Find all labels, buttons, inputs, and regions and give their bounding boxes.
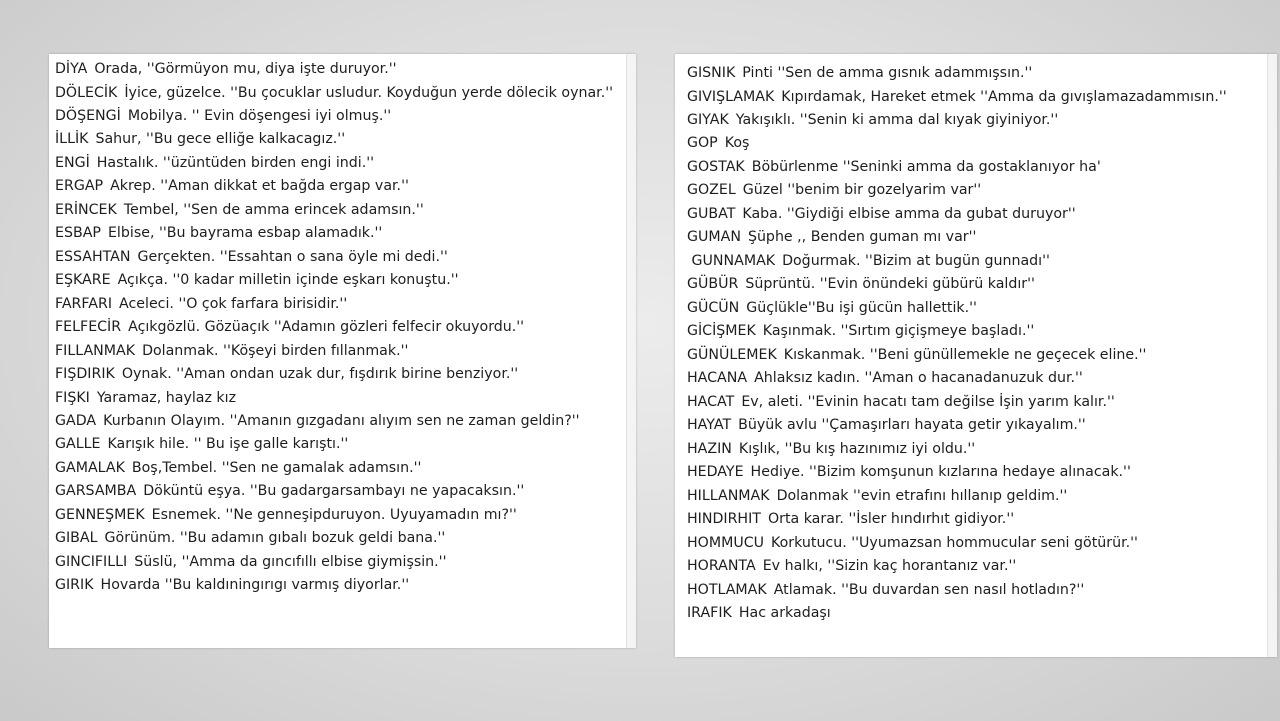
entry-word: GALLE xyxy=(55,436,101,452)
entry-word: GIYAK xyxy=(687,111,729,128)
entry-word: GIBAL xyxy=(55,530,98,546)
list-item xyxy=(687,297,1263,321)
entry-text: Açıkgözlü. Gözüaçık ''Adamın gözleri felfecir okuyordu.'' xyxy=(128,319,525,335)
list-item xyxy=(55,269,622,293)
entry-text: Kıpırdamak, Hareket etmek ''Amma da gıvışlamazadammısın.'' xyxy=(781,88,1227,105)
entry-word: GADA xyxy=(55,413,97,429)
entry-text: Aceleci. ''O çok farfara birisidir.'' xyxy=(119,295,348,312)
list-item xyxy=(687,132,1263,156)
entry-text: İyice, güzelce. ''Bu çocuklar usludur. Koyduğun yerde dölecik oynar.'' xyxy=(124,84,614,101)
list-item xyxy=(55,128,622,152)
list-item xyxy=(55,410,622,433)
entry-word: GÜBÜR xyxy=(687,276,739,292)
entry-text: Kışlık, ''Bu kış hazınımız iyi oldu.'' xyxy=(738,440,976,457)
entry-word: FIŞDIRIK xyxy=(55,366,115,382)
entry-text: Döküntü eşya. ''Bu gadargarsambayı ne yapacaksın.'' xyxy=(143,483,525,499)
entry-text: Hac arkadaşı xyxy=(738,605,831,621)
entry-text: Akrep. ''Aman dikkat et bağda ergap var.'' xyxy=(110,178,409,194)
entry-text: Elbise, ''Bu bayrama esbap alamadık.'' xyxy=(107,225,383,241)
list-item xyxy=(687,602,1263,626)
right-panel-scrollbar[interactable] xyxy=(1267,54,1277,657)
entry-text: Kaba. ''Giydiği elbise amma da gubat duruyor'' xyxy=(742,205,1076,222)
list-item xyxy=(55,293,622,317)
entry-word: ESBAP xyxy=(55,225,101,241)
entry-word: ERGAP xyxy=(55,178,104,194)
list-item xyxy=(687,250,1263,274)
left-dictionary-panel xyxy=(49,54,636,648)
entry-word: ENGİ xyxy=(55,154,90,171)
list-item xyxy=(55,387,622,411)
entry-text: Karışık hile. '' Bu işe galle karıştı.'' xyxy=(107,436,349,452)
entry-word: İLLİK xyxy=(55,131,89,147)
entry-text: Atlamak. ''Bu duvardan sen nasıl hotladın?'' xyxy=(773,581,1085,598)
entry-text: Ahlaksız kadın. ''Aman o hacanadanuzuk dur.'' xyxy=(754,370,1083,386)
left-panel-scrollbar[interactable] xyxy=(626,54,636,648)
entry-text: Yaramaz, haylaz kız xyxy=(96,389,237,406)
entry-text: Ev, aleti. ''Evinin hacatı tam değilse İşin yarım kalır.'' xyxy=(741,393,1115,410)
list-item xyxy=(687,86,1263,109)
entry-word: HOTLAMAK xyxy=(687,581,767,598)
entry-word: GUNNAMAK xyxy=(691,252,776,269)
list-item xyxy=(687,532,1263,556)
entry-text: Korkutucu. ''Uyumazsan hommucular seni götürür.'' xyxy=(771,534,1138,551)
list-item xyxy=(687,508,1263,532)
entry-word: GİCİŞMEK xyxy=(687,323,756,339)
list-item xyxy=(687,344,1263,368)
list-item xyxy=(55,457,622,481)
list-item xyxy=(687,485,1263,509)
entry-word: GÜNÜLEMEK xyxy=(687,346,777,363)
entry-text: Orta karar. ''İsler hındırhıt gidiyor.'' xyxy=(767,511,1015,527)
entry-word: GÜCÜN xyxy=(687,299,740,316)
entry-word: GOZEL xyxy=(687,182,736,198)
list-item xyxy=(55,433,622,457)
entry-text: Süslü, ''Amma da gıncıfıllı elbise giymişsin.'' xyxy=(134,553,447,570)
list-item xyxy=(687,226,1263,250)
entry-text: Doğurmak. ''Bizim at bugün gunnadı'' xyxy=(782,252,1050,269)
entry-text: Süprüntü. ''Evin önündeki gübürü kaldır'' xyxy=(745,276,1035,292)
entry-word: GISNIK xyxy=(687,65,736,81)
list-item xyxy=(55,105,622,129)
list-item xyxy=(687,438,1263,462)
entry-text: Kıskanmak. ''Beni günüllemekle ne geçecek eline.'' xyxy=(783,346,1147,363)
entry-word: GIVIŞLAMAK xyxy=(687,88,775,105)
entry-text: Koş xyxy=(724,135,750,151)
right-entry-list xyxy=(687,62,1263,626)
list-item xyxy=(687,367,1263,391)
list-item xyxy=(55,246,622,270)
list-item xyxy=(687,579,1263,603)
list-item xyxy=(687,156,1263,180)
list-item xyxy=(55,480,622,504)
entry-word: HILLANMAK xyxy=(687,487,770,504)
entry-text: Güzel ''benim bir gozelyarim var'' xyxy=(742,182,982,198)
entry-text: Oynak. ''Aman ondan uzak dur, fışdırık birine benziyor.'' xyxy=(121,366,519,382)
entry-word: FILLANMAK xyxy=(55,342,136,359)
panel-top-edge xyxy=(49,54,636,58)
list-item xyxy=(55,527,622,551)
entry-word: GOSTAK xyxy=(687,158,745,175)
entry-text: Dolanmak. ''Köşeyi birden fıllanmak.'' xyxy=(142,342,409,359)
entry-text: Boş,Tembel. ''Sen ne gamalak adamsın.'' xyxy=(131,459,422,476)
list-item xyxy=(687,62,1263,86)
list-item xyxy=(55,58,622,82)
entry-word: HORANTA xyxy=(687,558,756,574)
list-item xyxy=(55,363,622,387)
entry-text: Hovarda ''Bu kaldıningırıgı varmış diyorlar.'' xyxy=(100,577,410,593)
entry-word: HINDIRHIT xyxy=(687,511,761,527)
entry-text: Görünüm. ''Bu adamın gıbalı bozuk geldi bana.'' xyxy=(104,530,446,546)
list-item xyxy=(687,109,1263,133)
entry-text: Böbürlenme ''Seninki amma da gostaklanıyor ha' xyxy=(751,158,1101,175)
entry-word: HAZIN xyxy=(687,440,732,457)
entry-text: Güçlükle''Bu işi gücün hallettik.'' xyxy=(746,299,977,316)
list-item xyxy=(687,391,1263,415)
list-item xyxy=(55,551,622,575)
entry-text: Hastalık. ''üzüntüden birden engi indi.'' xyxy=(96,154,375,171)
entry-word: GINCIFILLI xyxy=(55,553,128,570)
entry-word: DİYA xyxy=(55,61,88,77)
entry-text: Tembel, ''Sen de amma erincek adamsın.'' xyxy=(123,201,424,218)
entry-text: Mobilya. '' Evin döşengesi iyi olmuş.'' xyxy=(127,107,392,124)
entry-word: GUBAT xyxy=(687,205,736,222)
entry-word: FELFECİR xyxy=(55,319,122,335)
entry-text: Dolanmak ''evin etrafını hıllanıp geldim.'' xyxy=(776,487,1068,504)
entry-text: Açıkça. ''0 kadar milletin içinde eşkarı konuştu.'' xyxy=(117,272,459,288)
list-item xyxy=(55,574,622,598)
entry-text: Kaşınmak. ''Sırtım giçişmeye başladı.'' xyxy=(762,323,1035,339)
list-item xyxy=(687,203,1263,227)
entry-word: EŞKARE xyxy=(55,272,111,288)
list-item xyxy=(55,175,622,199)
entry-word: GARSAMBA xyxy=(55,483,137,499)
list-item xyxy=(687,555,1263,579)
entry-text: Esnemek. ''Ne genneşipduruyon. Uyuyamadın mı?'' xyxy=(151,506,517,523)
entry-word: IRAFIK xyxy=(687,605,732,621)
list-item xyxy=(55,316,622,340)
right-dictionary-panel xyxy=(675,54,1277,657)
entry-text: Pinti ''Sen de amma gısnık adammışsın.'' xyxy=(742,65,1033,81)
entry-word: DÖLECİK xyxy=(55,84,118,101)
list-item xyxy=(55,152,622,176)
list-item xyxy=(55,222,622,246)
entry-word: HOMMUCU xyxy=(687,534,764,551)
entry-text: Sahur, ''Bu gece elliğe kalkacagız.'' xyxy=(95,131,346,147)
entry-text: Ev halkı, ''Sizin kaç horantanız var.'' xyxy=(762,558,1017,574)
list-item xyxy=(55,199,622,223)
entry-word: FARFARI xyxy=(55,295,113,312)
list-item xyxy=(687,273,1263,297)
entry-word: GENNEŞMEK xyxy=(55,506,145,523)
entry-word: GIRIK xyxy=(55,577,94,593)
entry-text: Kurbanın Olayım. ''Amanın gızgadanı alıyım sen ne zaman geldin?'' xyxy=(103,413,580,429)
entry-text: Hediye. ''Bizim komşunun kızlarına hedaye alınacak.'' xyxy=(750,464,1131,480)
list-item xyxy=(687,461,1263,485)
entry-word: ERİNCEK xyxy=(55,201,117,218)
entry-word: ESSAHTAN xyxy=(55,248,131,265)
entry-word: GAMALAK xyxy=(55,459,125,476)
list-item xyxy=(55,504,622,528)
entry-word: HACANA xyxy=(687,370,748,386)
entry-text: Gerçekten. ''Essahtan o sana öyle mi dedi.'' xyxy=(137,248,448,265)
entry-text: Orada, ''Görmüyon mu, diya işte duruyor.'' xyxy=(94,61,397,77)
entry-word: GOP xyxy=(687,135,718,151)
entry-text: Büyük avlu ''Çamaşırları hayata getir yıkayalım.'' xyxy=(738,417,1086,433)
list-item xyxy=(687,320,1263,344)
entry-word: HAYAT xyxy=(687,417,732,433)
list-item xyxy=(687,179,1263,203)
list-item xyxy=(55,82,622,105)
entry-text: Yakışıklı. ''Senin ki amma dal kıyak giyiniyor.'' xyxy=(735,111,1059,128)
left-entry-list xyxy=(55,58,622,598)
entry-word: GUMAN xyxy=(687,229,741,245)
list-item xyxy=(687,414,1263,438)
entry-word: FIŞKI xyxy=(55,389,90,406)
entry-text: Şüphe ,, Benden guman mı var'' xyxy=(747,229,977,245)
list-item xyxy=(55,340,622,364)
entry-word: HACAT xyxy=(687,393,735,410)
entry-word: DÖŞENGİ xyxy=(55,107,121,124)
entry-word: HEDAYE xyxy=(687,464,744,480)
